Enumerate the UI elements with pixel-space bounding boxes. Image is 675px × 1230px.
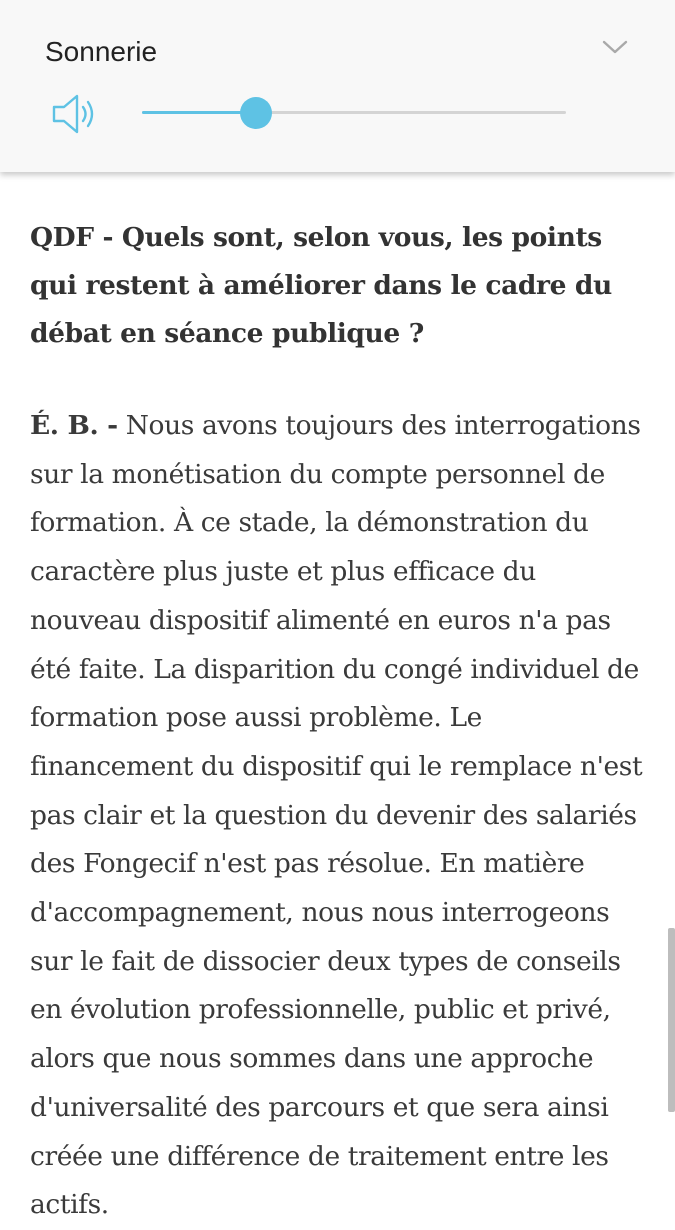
panel-title: Sonnerie bbox=[45, 36, 158, 67]
scrollbar[interactable] bbox=[668, 928, 675, 1112]
slider-thumb[interactable] bbox=[240, 97, 272, 129]
speaker-volume-icon[interactable] bbox=[52, 92, 100, 136]
ringtone-volume-panel bbox=[0, 0, 675, 172]
volume-slider[interactable] bbox=[142, 97, 566, 129]
answer-speaker: É. B. - bbox=[30, 410, 118, 441]
slider-fill bbox=[142, 111, 256, 114]
answer-text: Nous avons toujours des interrogations sur la monétisation du compte personnel de formation. À ce stade, la démonstration du caractère plus juste et plus efficace du nouveau dispositif alimenté en euros n'a pas été faite. La disparition du congé individuel de formation pose aussi problème. Le financement du dispositif qui le remplace n'est pas clair et la question du devenir des salariés des Fongecif n'est pas résolue. En matière d'accompagnement, nous nous interrogeons sur le fait de dissocier deux types de conseils en évolution professionnelle, public et privé, alors que nous sommes dans une approche d'universalité des parcours et que sera ainsi créée une différence de traitement entre les actifs. bbox=[30, 410, 643, 1221]
interview-question: QDF - Quels sont, selon vous, les points qui restent à améliorer dans le cadre du débat en séance publique ? bbox=[30, 222, 612, 349]
article-body bbox=[30, 214, 650, 1230]
interview-answer bbox=[30, 402, 650, 1230]
chevron-down-icon[interactable] bbox=[600, 36, 630, 60]
